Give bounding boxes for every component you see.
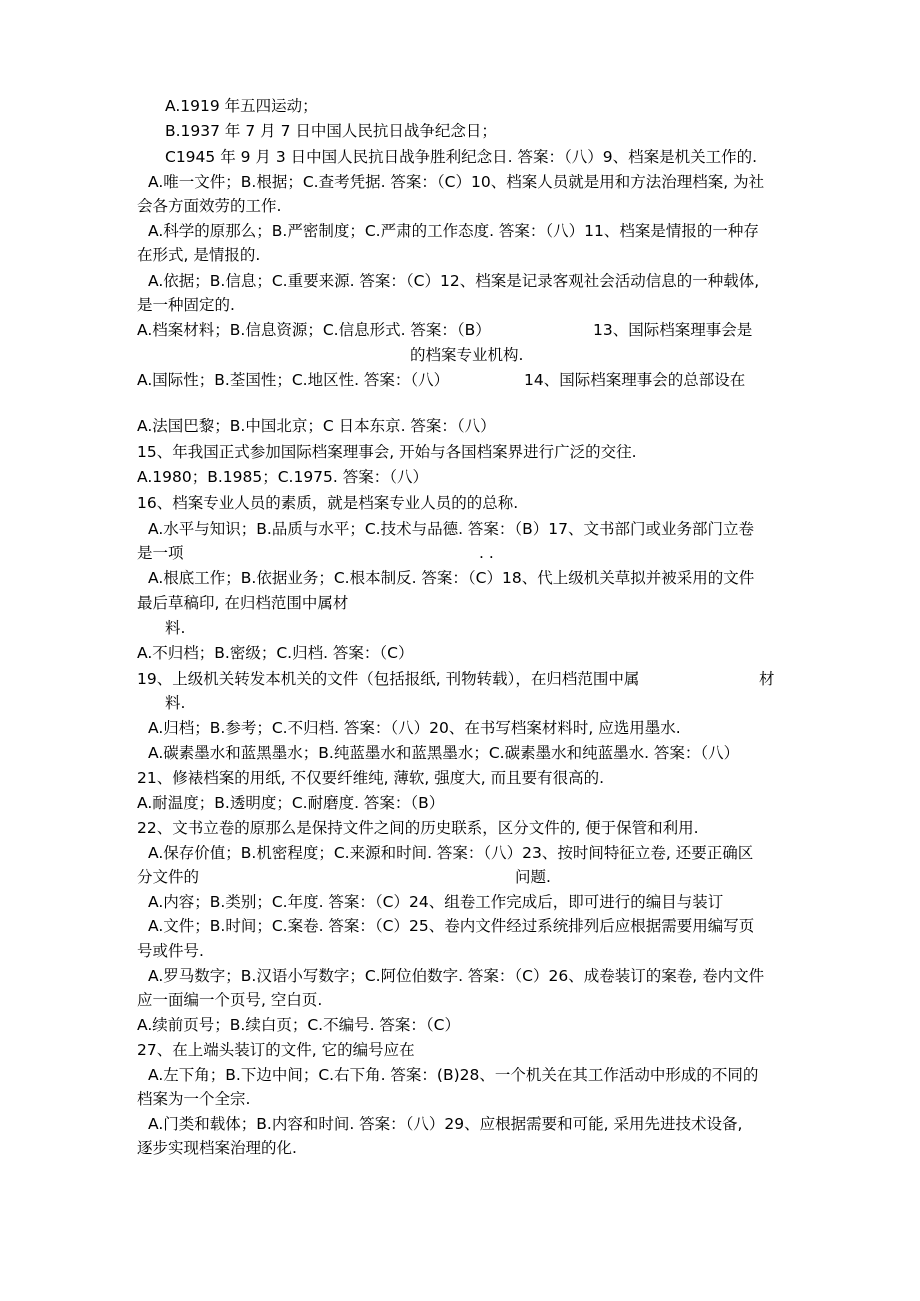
text-line: A.1980；B.1985；C.1975. 答案：（八） — [137, 468, 429, 486]
text-line: 应一面编一个页号, 空白页. — [137, 991, 323, 1009]
text-line: 最后草稿印, 在归档范围中属材 — [137, 594, 349, 612]
text-line: 的档案专业机构. — [410, 346, 524, 364]
text-line: 16、档案专业人员的素质，就是档案专业人员的的总称. — [137, 494, 519, 512]
text-line: 材 — [759, 670, 775, 688]
text-line: 14、国际档案理事会的总部设在 — [524, 371, 746, 389]
text-line: 料. — [165, 619, 186, 637]
text-line: A.续前页号；B.续白页；C.不编号. 答案：（C） — [137, 1016, 460, 1034]
text-line: A.内容；B.类别；C.年度. 答案：（C）24、组卷工作完成后，即可进行的编目与装订 — [148, 893, 724, 911]
text-line: C1945 年 9 月 3 日中国人民抗日战争胜利纪念日. 答案：（八）9、档案是机关工作的. — [165, 148, 758, 166]
text-line: 问题. — [515, 868, 551, 886]
text-line: A.罗马数字；B.汉语小写数字；C.阿位伯数字. 答案：（C）26、成卷装订的案卷, 卷内文件 — [148, 967, 765, 985]
text-line: 22、文书立卷的原那么是保持文件之间的历史联系，区分文件的, 便于保管和利用. — [137, 819, 699, 837]
text-line: A.国际性；B.荃国性；C.地区性. 答案：（八） — [137, 371, 450, 389]
text-line: A.水平与知识；B.品质与水平；C.技术与品德. 答案：（B）17、文书部门或业务部门立卷 — [148, 520, 755, 538]
text-line: 是一种固定的. — [137, 296, 235, 314]
text-line: 逐步实现档案治理的化. — [137, 1139, 297, 1157]
text-line: 号或件号. — [137, 942, 204, 960]
text-line: A.文件；B.时间；C.案卷. 答案：（C）25、卷内文件经过系统排列后应根据需要用编写页 — [148, 917, 755, 935]
text-line: A.科学的原那么；B.严密制度；C.严肃的工作态度. 答案：（八）11、档案是情报的一种存 — [148, 222, 759, 240]
text-line: A.耐温度；B.透明度；C.耐磨度. 答案：（B） — [137, 794, 445, 812]
text-line: A.档案材料；B.信息资源；C.信息形式. 答案：（B） — [137, 321, 491, 339]
text-line: A.保存价值；B.机密程度；C.来源和时间. 答案：（八）23、按时间特征立卷, 还要正确区 — [148, 844, 754, 862]
text-line: 档案为一个全宗. — [137, 1090, 251, 1108]
text-line: 19、上级机关转发本机关的文件（包括报纸, 刊物转载），在归档范围中属 — [137, 670, 640, 688]
text-line: 料. — [165, 694, 186, 712]
text-line: 27、在上端头装订的文件, 它的编号应在 — [137, 1041, 415, 1059]
text-line: A.门类和载体；B.内容和时间. 答案：（八）29、应根据需要和可能, 采用先进技术设备, — [148, 1115, 743, 1133]
text-line: A.唯一文件；B.根据；C.查考凭据. 答案：（C）10、档案人员就是用和方法治理档案, 为社 — [148, 173, 765, 191]
text-line: A.碳素墨水和蓝黑墨水；B.纯蓝墨水和蓝黑墨水；C.碳素墨水和纯蓝墨水. 答案：（八） — [148, 744, 740, 762]
text-line: A.1919 年五四运动； — [165, 97, 318, 115]
text-line: A.根底工作；B.依据业务；C.根本制反. 答案：（C）18、代上级机关草拟并被采用的文件 — [148, 569, 755, 587]
text-line: . . — [479, 544, 494, 562]
text-line: 分文件的 — [137, 868, 200, 886]
text-line: 会各方面效劳的工作. — [137, 197, 282, 215]
text-line: 15、年我国正式参加国际档案理事会, 开始与各国档案界进行广泛的交往. — [137, 443, 637, 461]
text-line: 在形式, 是情报的. — [137, 246, 261, 264]
text-line: A.法国巴黎；B.中国北京；C 日本东京. 答案：（八） — [137, 417, 496, 435]
text-line: A.依据；B.信息；C.重要来源. 答案：（C）12、档案是记录客观社会活动信息的一种载体, — [148, 272, 760, 290]
text-line: 21、修裱档案的用纸, 不仅要纤维纯, 薄软, 强度大, 而且要有很高的. — [137, 769, 605, 787]
text-line: A.左下角；B.下边中间；C.右下角. 答案：(B)28、一个机关在其工作活动中形成的不同的 — [148, 1066, 759, 1084]
text-line: 13、国际档案理事会是 — [593, 321, 753, 339]
text-line: 是一项 — [137, 544, 184, 562]
text-line: A.不归档；B.密级；C.归档. 答案：（C） — [137, 644, 414, 662]
text-line: B.1937 年 7 月 7 日中国人民抗日战争纪念日； — [165, 122, 497, 140]
text-line: A.归档；B.参考；C.不归档. 答案：（八）20、在书写档案材料时, 应选用墨水. — [148, 719, 681, 737]
